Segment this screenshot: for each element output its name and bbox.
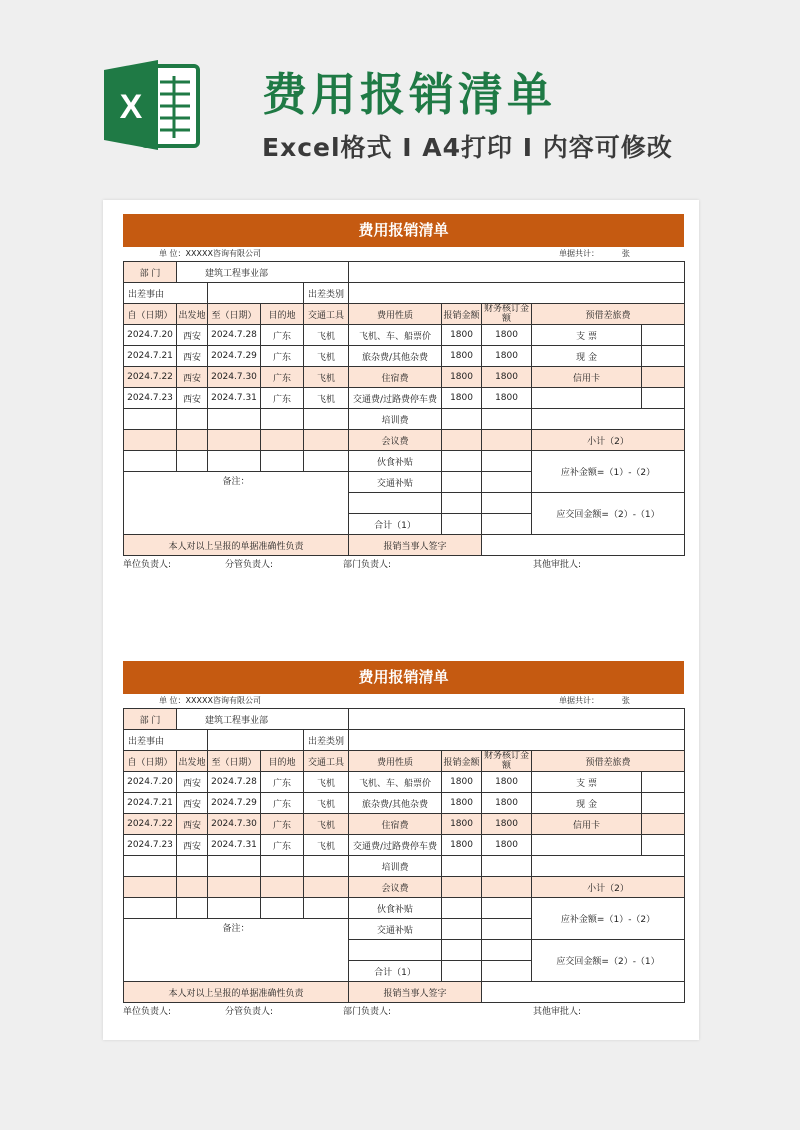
dept-value[interactable]: 建筑工程事业部 <box>177 709 349 730</box>
cell: 1800 <box>442 388 482 409</box>
cell: 2024.7.20 <box>124 325 177 346</box>
cell-empty[interactable] <box>482 940 532 961</box>
cell: 广东 <box>261 772 304 793</box>
cell: 1800 <box>442 835 482 856</box>
cell: 旅杂费/其他杂费 <box>349 793 442 814</box>
cell: 1800 <box>442 814 482 835</box>
cell-empty[interactable] <box>177 877 208 898</box>
cell: 1800 <box>482 325 532 346</box>
approval-row <box>123 556 684 574</box>
cell-empty[interactable] <box>482 409 532 430</box>
cell: 2024.7.22 <box>124 814 177 835</box>
cell-empty[interactable] <box>349 940 442 961</box>
expense-row <box>124 367 685 388</box>
cell: 住宿费 <box>349 367 442 388</box>
cell: 2024.7.23 <box>124 835 177 856</box>
cell-empty[interactable] <box>177 409 208 430</box>
subtotal-label: 小计（2） <box>532 877 685 898</box>
cell: 交通工具 <box>304 304 349 325</box>
cell: 飞机 <box>304 772 349 793</box>
cell: 飞机 <box>304 793 349 814</box>
cell-empty[interactable] <box>442 919 482 940</box>
cell: 西安 <box>177 388 208 409</box>
expense-row <box>124 814 685 835</box>
cell: 1800 <box>442 367 482 388</box>
cell: 报销金额 <box>442 304 482 325</box>
cell: 信用卡 <box>532 367 642 388</box>
cell-empty[interactable] <box>482 514 532 535</box>
cell-empty[interactable] <box>442 856 482 877</box>
refund-label: 应交回金额=（2）-（1） <box>532 493 685 535</box>
cell: 报销金额 <box>442 751 482 772</box>
cell: 飞机 <box>304 367 349 388</box>
dept-value[interactable]: 建筑工程事业部 <box>177 262 349 283</box>
payable-label: 应补金额=（1）-（2） <box>532 451 685 493</box>
unit-label: 单 位：XXXXX咨询有限公司 <box>159 696 261 705</box>
cell-empty <box>349 709 685 730</box>
cell-empty[interactable] <box>532 409 685 430</box>
cell-empty[interactable] <box>482 898 532 919</box>
expense-row <box>124 835 685 856</box>
cell <box>642 346 685 367</box>
cell: 至（日期） <box>208 751 261 772</box>
cell: 合计（1） <box>349 961 442 982</box>
cell: 1800 <box>442 793 482 814</box>
cell: 广东 <box>261 835 304 856</box>
cell-empty[interactable] <box>208 451 261 472</box>
cell-empty[interactable] <box>442 493 482 514</box>
audit-header: 财务核订金额 <box>482 751 532 772</box>
advance-header: 预借差旅费 <box>532 304 685 325</box>
cell-empty[interactable] <box>442 898 482 919</box>
cell-empty[interactable] <box>304 898 349 919</box>
cell <box>642 772 685 793</box>
header-row <box>124 751 685 772</box>
sig-other: 其他审批人: <box>533 1007 582 1017</box>
cell-empty[interactable] <box>304 856 349 877</box>
cell-empty[interactable] <box>177 430 208 451</box>
expense-row <box>124 325 685 346</box>
sig-branch: 分管负责人: <box>225 560 274 570</box>
cell: 2024.7.30 <box>208 367 261 388</box>
trip-reason-label: 出差事由 <box>124 730 208 751</box>
cell-empty[interactable] <box>124 430 177 451</box>
cell-empty[interactable] <box>442 877 482 898</box>
cell: 2024.7.21 <box>124 793 177 814</box>
cell: 会议费 <box>349 430 442 451</box>
trip-type-label: 出差类别 <box>304 730 349 751</box>
trip-reason-label: 出差事由 <box>124 283 208 304</box>
cell-empty[interactable] <box>442 409 482 430</box>
cell: 西安 <box>177 814 208 835</box>
cell-empty[interactable] <box>482 430 532 451</box>
page-subtitle: Excel格式 I A4打印 I 内容可修改 <box>262 133 673 162</box>
cell: 1800 <box>482 388 532 409</box>
cell-empty[interactable] <box>304 430 349 451</box>
cell <box>532 388 642 409</box>
cell-empty[interactable] <box>124 451 177 472</box>
cell: 1800 <box>482 772 532 793</box>
cell <box>642 367 685 388</box>
cell: 2024.7.30 <box>208 814 261 835</box>
cell: 至（日期） <box>208 304 261 325</box>
cell: 伙食补贴 <box>349 451 442 472</box>
cell: 西安 <box>177 325 208 346</box>
cell-empty[interactable] <box>482 856 532 877</box>
cell-empty[interactable] <box>261 898 304 919</box>
signer-label: 报销当事人签字 <box>349 982 482 1003</box>
cell: 2024.7.28 <box>208 325 261 346</box>
cell: 2024.7.21 <box>124 346 177 367</box>
expense-row <box>124 346 685 367</box>
declaration-text: 本人对以上呈报的单据准确性负责 <box>124 982 349 1003</box>
cell-empty[interactable] <box>261 430 304 451</box>
cell-empty[interactable] <box>208 856 261 877</box>
form-title: 费用报销清单 <box>123 214 684 247</box>
subtotal-label: 小计（2） <box>532 430 685 451</box>
trip-type-label: 出差类别 <box>304 283 349 304</box>
audit-header: 财务核订金额 <box>482 304 532 325</box>
cell-empty[interactable] <box>442 451 482 472</box>
trip-reason-value[interactable] <box>208 283 304 304</box>
cell: 西安 <box>177 367 208 388</box>
cell: 1800 <box>442 772 482 793</box>
cell: 合计（1） <box>349 514 442 535</box>
cell: 2024.7.31 <box>208 388 261 409</box>
cell-empty[interactable] <box>482 451 532 472</box>
cell-empty[interactable] <box>124 877 177 898</box>
header-row <box>124 304 685 325</box>
page-title: 费用报销清单 <box>262 68 557 121</box>
cell <box>532 835 642 856</box>
cell-empty[interactable] <box>124 409 177 430</box>
cell: 广东 <box>261 325 304 346</box>
cell: 西安 <box>177 772 208 793</box>
reimbursement-form <box>123 661 684 1021</box>
cell: 1800 <box>482 793 532 814</box>
cell: 2024.7.28 <box>208 772 261 793</box>
signer-value[interactable] <box>482 982 685 1003</box>
cell-empty[interactable] <box>304 409 349 430</box>
cell-empty[interactable] <box>261 877 304 898</box>
cell: 现 金 <box>532 793 642 814</box>
cell: 飞机 <box>304 388 349 409</box>
cell: 西安 <box>177 346 208 367</box>
cell-empty[interactable] <box>261 451 304 472</box>
remarks-label: 备注： <box>124 919 349 982</box>
cell: 飞机、车、船票价 <box>349 325 442 346</box>
cell <box>642 835 685 856</box>
sig-other: 其他审批人: <box>533 560 582 570</box>
cell: 2024.7.31 <box>208 835 261 856</box>
cell: 广东 <box>261 346 304 367</box>
logo-letter: X <box>119 88 143 126</box>
sig-branch: 分管负责人: <box>225 1007 274 1017</box>
cell-empty[interactable] <box>304 877 349 898</box>
cell: 2024.7.22 <box>124 367 177 388</box>
cell <box>642 814 685 835</box>
cell-empty[interactable] <box>261 409 304 430</box>
cell: 1800 <box>482 367 532 388</box>
cell: 广东 <box>261 793 304 814</box>
cell: 2024.7.29 <box>208 346 261 367</box>
cell-empty[interactable] <box>261 856 304 877</box>
cell: 交通工具 <box>304 751 349 772</box>
cell: 2024.7.23 <box>124 388 177 409</box>
cell: 交通补贴 <box>349 472 442 493</box>
cell-empty[interactable] <box>208 877 261 898</box>
cell: 广东 <box>261 367 304 388</box>
cell: 费用性质 <box>349 304 442 325</box>
cell: 飞机 <box>304 346 349 367</box>
dept-label: 部 门 <box>124 262 177 283</box>
cell: 培训费 <box>349 409 442 430</box>
cell-empty[interactable] <box>482 961 532 982</box>
signer-value[interactable] <box>482 535 685 556</box>
cell: 住宿费 <box>349 814 442 835</box>
cell: 出发地 <box>177 751 208 772</box>
unit-label: 单 位：XXXXX咨询有限公司 <box>159 249 261 258</box>
cell-empty[interactable] <box>304 451 349 472</box>
cell-empty[interactable] <box>442 430 482 451</box>
expense-row <box>124 793 685 814</box>
cell-empty[interactable] <box>482 472 532 493</box>
cell-empty[interactable] <box>208 409 261 430</box>
cell: 伙食补贴 <box>349 898 442 919</box>
trip-type-value[interactable] <box>349 283 685 304</box>
declaration-text: 本人对以上呈报的单据准确性负责 <box>124 535 349 556</box>
cell: 目的地 <box>261 304 304 325</box>
cell: 信用卡 <box>532 814 642 835</box>
reimbursement-form <box>123 214 684 574</box>
expense-table <box>123 261 685 556</box>
trip-reason-value[interactable] <box>208 730 304 751</box>
cell: 1800 <box>482 814 532 835</box>
cell: 会议费 <box>349 877 442 898</box>
expense-row <box>124 772 685 793</box>
cell: 广东 <box>261 814 304 835</box>
cell-empty[interactable] <box>482 919 532 940</box>
cell-empty[interactable] <box>208 430 261 451</box>
cell: 1800 <box>482 346 532 367</box>
cell: 飞机 <box>304 325 349 346</box>
remarks-label: 备注： <box>124 472 349 535</box>
trip-type-value[interactable] <box>349 730 685 751</box>
docs-count-label: 单据共计： 张 <box>559 249 630 258</box>
cell: 支 票 <box>532 325 642 346</box>
signer-label: 报销当事人签字 <box>349 535 482 556</box>
cell-empty[interactable] <box>442 961 482 982</box>
advance-header: 预借差旅费 <box>532 751 685 772</box>
cell: 费用性质 <box>349 751 442 772</box>
cell: 1800 <box>442 346 482 367</box>
cell-empty[interactable] <box>482 493 532 514</box>
sig-unit: 单位负责人: <box>123 560 172 570</box>
cell: 支 票 <box>532 772 642 793</box>
cell <box>642 388 685 409</box>
cell: 1800 <box>442 325 482 346</box>
cell-empty[interactable] <box>482 877 532 898</box>
cell: 飞机 <box>304 835 349 856</box>
sig-dept: 部门负责人: <box>343 1007 392 1017</box>
form-info-row <box>123 694 684 708</box>
cell: 飞机 <box>304 814 349 835</box>
cell-empty[interactable] <box>124 856 177 877</box>
cell: 西安 <box>177 835 208 856</box>
cell: 交通补贴 <box>349 919 442 940</box>
cell-empty[interactable] <box>532 856 685 877</box>
cell-empty[interactable] <box>177 856 208 877</box>
excel-logo-icon <box>100 58 200 152</box>
cell: 培训费 <box>349 856 442 877</box>
cell: 广东 <box>261 388 304 409</box>
cell: 现 金 <box>532 346 642 367</box>
cell <box>642 325 685 346</box>
cell-empty <box>349 262 685 283</box>
form-info-row <box>123 247 684 261</box>
docs-count-label: 单据共计： 张 <box>559 696 630 705</box>
cell: 目的地 <box>261 751 304 772</box>
cell <box>642 793 685 814</box>
approval-row <box>123 1003 684 1021</box>
cell: 1800 <box>482 835 532 856</box>
sig-dept: 部门负责人: <box>343 560 392 570</box>
cell: 飞机、车、船票价 <box>349 772 442 793</box>
expense-table <box>123 708 685 1003</box>
cell: 2024.7.29 <box>208 793 261 814</box>
cell: 交通费/过路费停车费 <box>349 388 442 409</box>
dept-label: 部 门 <box>124 709 177 730</box>
form-title: 费用报销清单 <box>123 661 684 694</box>
cell-empty[interactable] <box>349 493 442 514</box>
refund-label: 应交回金额=（2）-（1） <box>532 940 685 982</box>
cell: 西安 <box>177 793 208 814</box>
cell-empty[interactable] <box>124 898 177 919</box>
cell-empty[interactable] <box>442 940 482 961</box>
cell-empty[interactable] <box>177 898 208 919</box>
sig-unit: 单位负责人: <box>123 1007 172 1017</box>
expense-row <box>124 388 685 409</box>
cell: 自（日期） <box>124 751 177 772</box>
payable-label: 应补金额=（1）-（2） <box>532 898 685 940</box>
cell: 旅杂费/其他杂费 <box>349 346 442 367</box>
cell-empty[interactable] <box>208 898 261 919</box>
cell-empty[interactable] <box>442 514 482 535</box>
cell: 自（日期） <box>124 304 177 325</box>
cell: 交通费/过路费停车费 <box>349 835 442 856</box>
cell: 2024.7.20 <box>124 772 177 793</box>
cell-empty[interactable] <box>442 472 482 493</box>
cell-empty[interactable] <box>177 451 208 472</box>
cell: 出发地 <box>177 304 208 325</box>
